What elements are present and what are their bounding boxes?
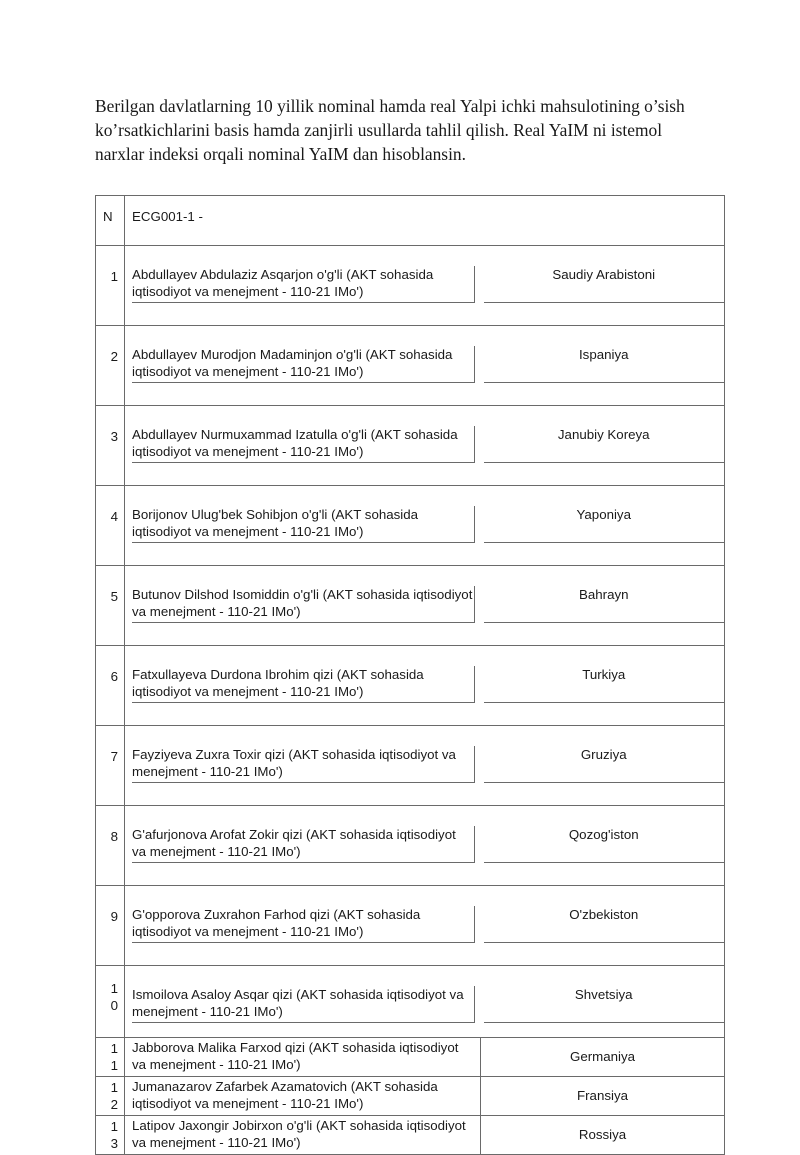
table-row (96, 806, 725, 886)
student-name: Abdullayev Abdulaziz Asqarjon o'g'li (AKT sohasida iqtisodiyot va menejment - 110-21 IMo') (132, 266, 475, 303)
row-number-digit: 4 (110, 509, 118, 524)
row-number-digit: 1 (110, 1119, 118, 1134)
table-row (96, 966, 725, 1038)
assignment-text: Berilgan davlatlarning 10 yillik nominal hamda real Yalpi ichki mahsulotining o’sish ko’rsatkichlarini basis hamda zanjirli usullarda tahlil qilish. Real YaIM ni istemol narxlar indeksi orqali nominal YaIM dan hisoblansin. (95, 96, 685, 164)
country-name: Fransiya (577, 1088, 628, 1103)
student-name-cell (125, 246, 481, 326)
country-name: Gruziya (484, 746, 725, 783)
country-cell (481, 646, 725, 726)
student-name-cell (125, 1038, 481, 1077)
student-name-cell (125, 486, 481, 566)
row-number (96, 246, 125, 326)
table-row (96, 1038, 725, 1077)
table-row (96, 326, 725, 406)
student-name-cell (125, 1077, 481, 1116)
country-name: Ispaniya (484, 346, 725, 383)
student-name-cell (125, 406, 481, 486)
country-cell (481, 1116, 725, 1155)
country-name: Rossiya (578, 1127, 627, 1142)
student-name-cell (125, 886, 481, 966)
student-name-cell (125, 566, 481, 646)
table-row (96, 1116, 725, 1155)
row-number (96, 566, 125, 646)
row-number-digit: 2 (110, 349, 118, 364)
student-name: Jumanazarov Zafarbek Azamatovich (AKT sohasida iqtisodiyot va menejment - 110-21 IMo') (132, 1079, 438, 1111)
row-number-digit: 9 (110, 909, 118, 924)
table-row (96, 406, 725, 486)
row-number (96, 1077, 125, 1116)
table-row (96, 646, 725, 726)
country-cell (481, 486, 725, 566)
row-number-digit: 3 (110, 1136, 118, 1151)
student-name: Abdullayev Murodjon Madaminjon o'g'li (AKT sohasida iqtisodiyot va menejment - 110-21 IMo') (132, 346, 475, 383)
country-cell (481, 726, 725, 806)
table-row (96, 486, 725, 566)
table-header-row (96, 196, 725, 246)
row-number-digit: 7 (110, 749, 118, 764)
row-number (96, 966, 125, 1038)
table-row (96, 1077, 725, 1116)
country-name: Saudiy Arabistoni (484, 266, 725, 303)
country-cell (481, 566, 725, 646)
country-name: Bahrayn (484, 586, 725, 623)
row-number-digit: 5 (110, 589, 118, 604)
row-number-digit: 0 (110, 998, 118, 1013)
student-name: G'opporova Zuxrahon Farhod qizi (AKT sohasida iqtisodiyot va menejment - 110-21 IMo') (132, 906, 475, 943)
student-name: G'afurjonova Arofat Zokir qizi (AKT sohasida iqtisodiyot va menejment - 110-21 IMo') (132, 826, 475, 863)
student-name-cell (125, 646, 481, 726)
country-cell (481, 246, 725, 326)
row-number-digit: 1 (110, 269, 118, 284)
table-row (96, 886, 725, 966)
row-number-digit: 1 (110, 1080, 118, 1095)
row-number-digit: 2 (110, 1097, 118, 1112)
country-name: Qozog'iston (484, 826, 725, 863)
table-row (96, 726, 725, 806)
student-name: Abdullayev Nurmuxammad Izatulla o'g'li (AKT sohasida iqtisodiyot va menejment - 110-21 IMo') (132, 426, 475, 463)
country-cell (481, 806, 725, 886)
country-name: Germaniya (569, 1049, 636, 1064)
country-cell (481, 326, 725, 406)
row-number-digit: 1 (110, 1058, 118, 1073)
country-name: O'zbekiston (484, 906, 725, 943)
row-number (96, 806, 125, 886)
country-cell (481, 406, 725, 486)
country-name: Turkiya (484, 666, 725, 703)
row-number (96, 726, 125, 806)
country-name: Janubiy Koreya (484, 426, 725, 463)
student-name-cell (125, 726, 481, 806)
row-number (96, 406, 125, 486)
student-name: Latipov Jaxongir Jobirxon o'g'li (AKT sohasida iqtisodiyot va menejment - 110-21 IMo') (132, 1118, 466, 1150)
student-name: Fatxullayeva Durdona Ibrohim qizi (AKT sohasida iqtisodiyot va menejment - 110-21 IMo') (132, 666, 475, 703)
table-row (96, 566, 725, 646)
row-number (96, 1116, 125, 1155)
row-number-digit: 6 (110, 669, 118, 684)
row-number (96, 326, 125, 406)
row-number-digit: 1 (110, 1041, 118, 1056)
country-name: Yaponiya (484, 506, 725, 543)
row-number (96, 886, 125, 966)
student-name: Fayziyeva Zuxra Toxir qizi (AKT sohasida iqtisodiyot va menejment - 110-21 IMo') (132, 746, 475, 783)
student-name: Butunov Dilshod Isomiddin o'g'li (AKT sohasida iqtisodiyot va menejment - 110-21 IMo') (132, 586, 475, 623)
student-name: Ismoilova Asaloy Asqar qizi (AKT sohasida iqtisodiyot va menejment - 110-21 IMo') (132, 986, 475, 1023)
row-number (96, 486, 125, 566)
student-name-cell (125, 1116, 481, 1155)
student-name-cell (125, 806, 481, 886)
country-cell (481, 886, 725, 966)
student-name: Borijonov Ulug'bek Sohibjon o'g'li (AKT sohasida iqtisodiyot va menejment - 110-21 IMo') (132, 506, 475, 543)
row-number-digit: 1 (110, 981, 118, 996)
student-name: Jabborova Malika Farxod qizi (AKT sohasida iqtisodiyot va menejment - 110-21 IMo') (132, 1040, 459, 1072)
table-row (96, 246, 725, 326)
country-name: Shvetsiya (484, 986, 725, 1023)
student-name-cell (125, 326, 481, 406)
country-cell (481, 966, 725, 1038)
country-cell (481, 1077, 725, 1116)
header-n: N (96, 196, 125, 246)
row-number-digit: 8 (110, 829, 118, 844)
row-number-digit: 3 (110, 429, 118, 444)
student-country-table (95, 195, 725, 1155)
student-name-cell (125, 966, 481, 1038)
row-number (96, 646, 125, 726)
header-code: ECG001-1 - (125, 196, 725, 246)
row-number (96, 1038, 125, 1077)
country-cell (481, 1038, 725, 1077)
